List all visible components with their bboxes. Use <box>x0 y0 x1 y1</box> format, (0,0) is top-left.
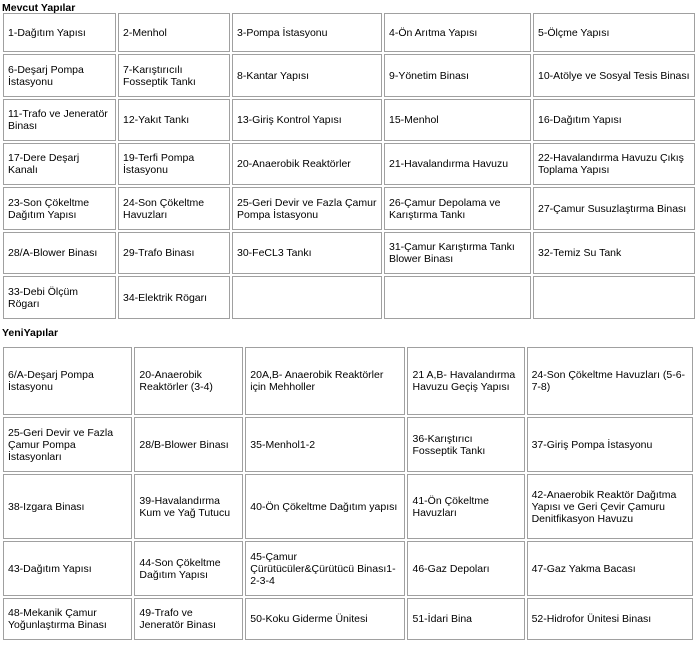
table-cell: 21-Havalandırma Havuzu <box>384 143 531 185</box>
existing-structures-table <box>1 11 695 321</box>
table-cell: 41-Ön Çökeltme Havuzları <box>407 474 524 539</box>
table-cell: 20-Anaerobik Reaktörler (3-4) <box>134 347 243 415</box>
table-cell: 1-Dağıtım Yapısı <box>3 13 116 52</box>
table-cell: 24-Son Çökeltme Havuzları (5-6-7-8) <box>527 347 693 415</box>
table-cell: 50-Koku Giderme Ünitesi <box>245 598 405 640</box>
table-cell: 34-Elektrik Rögarı <box>118 276 230 319</box>
table-cell: 12-Yakıt Tankı <box>118 99 230 141</box>
table-row <box>3 187 695 230</box>
table-cell: 3-Pompa İstasyonu <box>232 13 382 52</box>
table-cell: 37-Giriş Pompa İstasyonu <box>527 417 693 472</box>
table-row <box>3 347 693 415</box>
table-row <box>3 474 693 539</box>
table-cell: 22-Havalandırma Havuzu Çıkış Toplama Yapısı <box>533 143 695 185</box>
new-structures-heading: YeniYapılar <box>2 327 59 339</box>
table-cell: 24-Son Çökeltme Havuzları <box>118 187 230 230</box>
table-cell: 7-Karıştırıcılı Fosseptik Tankı <box>118 54 230 97</box>
table-cell: 6/A-Deşarj Pompa İstasyonu <box>3 347 132 415</box>
table-cell: 52-Hidrofor Ünitesi Binası <box>527 598 693 640</box>
table-cell: 40-Ön Çökeltme Dağıtım yapısı <box>245 474 405 539</box>
table-row <box>3 13 695 52</box>
table-cell: 45-Çamur Çürütücüler&Çürütücü Binası1-2-3-4 <box>245 541 405 596</box>
table-cell: 17-Dere Deşarj Kanalı <box>3 143 116 185</box>
table-row <box>3 143 695 185</box>
table-cell: 44-Son Çökeltme Dağıtım Yapısı <box>134 541 243 596</box>
table-cell: 29-Trafo Binası <box>118 232 230 274</box>
table-cell <box>533 276 695 319</box>
table-cell: 13-Giriş Kontrol Yapısı <box>232 99 382 141</box>
table-cell: 27-Çamur Susuzlaştırma Binası <box>533 187 695 230</box>
table-cell: 36-Karıştırıcı Fosseptik Tankı <box>407 417 524 472</box>
existing-structures-heading: Mevcut Yapılar <box>2 2 76 14</box>
table-cell: 25-Geri Devir ve Fazla Çamur Pompa İstasyonu <box>232 187 382 230</box>
table-row <box>3 54 695 97</box>
table-cell: 11-Trafo ve Jeneratör Binası <box>3 99 116 141</box>
table-row <box>3 541 693 596</box>
table-cell: 16-Dağıtım Yapısı <box>533 99 695 141</box>
table-cell: 28/A-Blower Binası <box>3 232 116 274</box>
table-row <box>3 598 693 640</box>
table-cell: 42-Anaerobik Reaktör Dağıtma Yapısı ve Geri Çevir Çamuru Denitfikasyon Havuzu <box>527 474 693 539</box>
table-cell: 33-Debi Ölçüm Rögarı <box>3 276 116 319</box>
table-cell: 20-Anaerobik Reaktörler <box>232 143 382 185</box>
new-structures-table <box>1 345 695 642</box>
table-cell: 8-Kantar Yapısı <box>232 54 382 97</box>
table-cell: 2-Menhol <box>118 13 230 52</box>
table-cell: 4-Ön Arıtma Yapısı <box>384 13 531 52</box>
table-cell: 35-Menhol1-2 <box>245 417 405 472</box>
table-cell: 6-Deşarj Pompa İstasyonu <box>3 54 116 97</box>
table-cell: 23-Son Çökeltme Dağıtım Yapısı <box>3 187 116 230</box>
table-cell: 20A,B- Anaerobik Reaktörler için Mehholler <box>245 347 405 415</box>
table-cell: 43-Dağıtım Yapısı <box>3 541 132 596</box>
table-cell: 25-Geri Devir ve Fazla Çamur Pompa İstasyonları <box>3 417 132 472</box>
table-row <box>3 417 693 472</box>
table-cell <box>232 276 382 319</box>
table-cell: 47-Gaz Yakma Bacası <box>527 541 693 596</box>
table-cell: 31-Çamur Karıştırma Tankı Blower Binası <box>384 232 531 274</box>
table-cell: 5-Ölçme Yapısı <box>533 13 695 52</box>
table-cell: 19-Terfi Pompa İstasyonu <box>118 143 230 185</box>
table-cell: 32-Temiz Su Tank <box>533 232 695 274</box>
table-cell: 48-Mekanik Çamur Yoğunlaştırma Binası <box>3 598 132 640</box>
table-cell: 28/B-Blower Binası <box>134 417 243 472</box>
table-row <box>3 232 695 274</box>
table-cell: 10-Atölye ve Sosyal Tesis Binası <box>533 54 695 97</box>
table-cell: 30-FeCL3 Tankı <box>232 232 382 274</box>
table-cell: 15-Menhol <box>384 99 531 141</box>
table-cell: 26-Çamur Depolama ve Karıştırma Tankı <box>384 187 531 230</box>
table-cell: 9-Yönetim Binası <box>384 54 531 97</box>
table-cell: 38-Izgara Binası <box>3 474 132 539</box>
table-cell: 51-İdari Bina <box>407 598 524 640</box>
table-row <box>3 276 695 319</box>
table-cell: 21 A,B- Havalandırma Havuzu Geçiş Yapısı <box>407 347 524 415</box>
table-cell <box>384 276 531 319</box>
table-cell: 49-Trafo ve Jeneratör Binası <box>134 598 243 640</box>
table-row <box>3 99 695 141</box>
table-cell: 39-Havalandırma Kum ve Yağ Tutucu <box>134 474 243 539</box>
table-cell: 46-Gaz Depoları <box>407 541 524 596</box>
